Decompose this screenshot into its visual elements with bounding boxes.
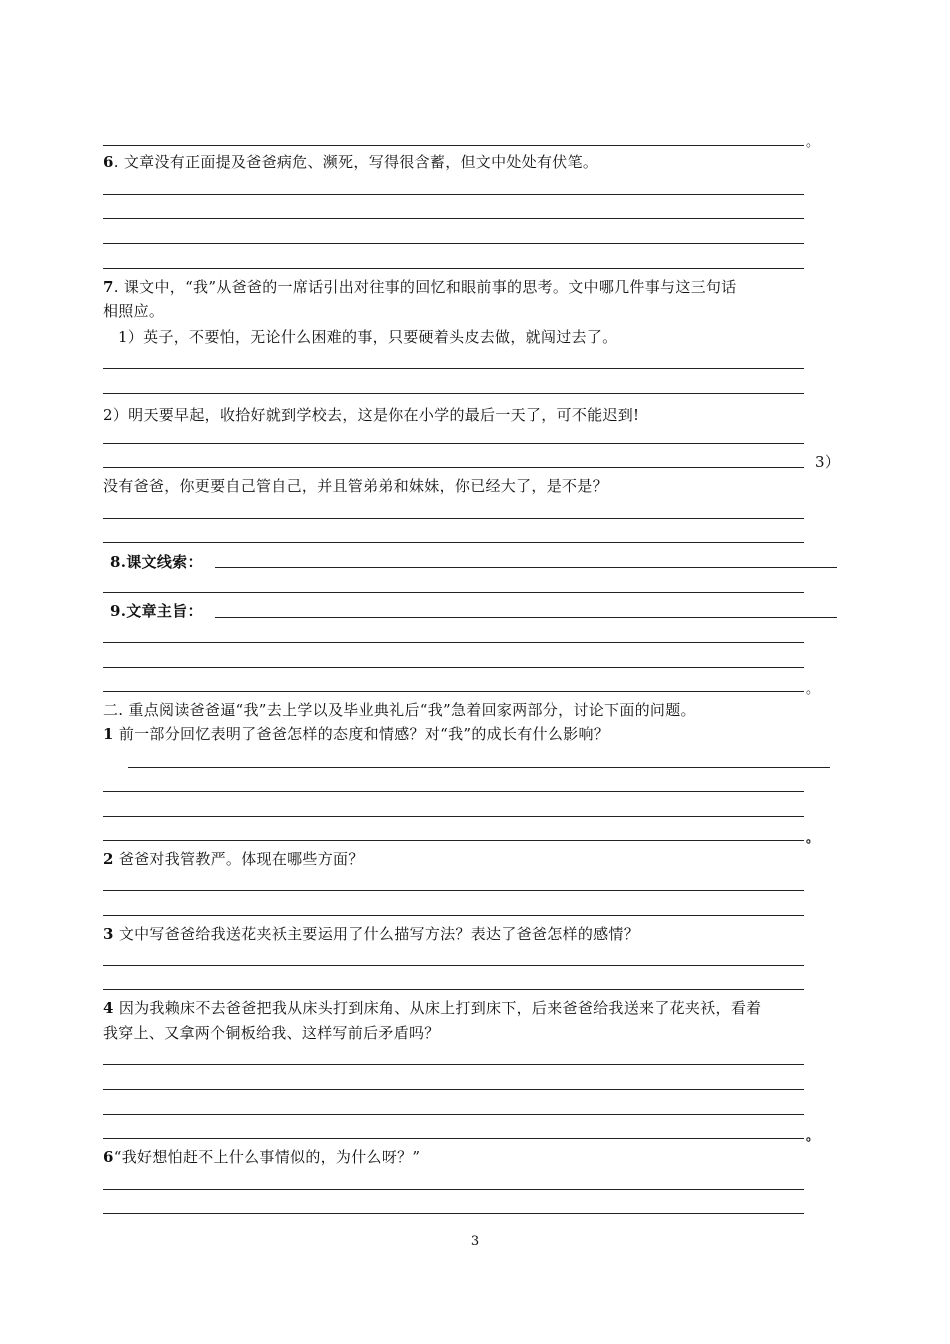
question-number: 6 — [103, 1148, 114, 1166]
question-9-label: 9.文章主旨： — [110, 602, 203, 620]
answer-line — [103, 518, 804, 519]
question-number: 4 — [103, 999, 114, 1017]
answer-line — [128, 767, 830, 768]
question-number: 3 — [103, 925, 114, 943]
part2-question-4 — [103, 999, 761, 1017]
sentence-3: 没有爸爸，你更要自己管自己，并且管弟弟和妹妹，你已经大了，是不是？ — [103, 477, 608, 495]
question-text: 文中写爸爸给我送花夹袄主要运用了什么描写方法？表达了爸爸怎样的感情？ — [113, 925, 640, 943]
question-number: 1 — [103, 725, 114, 743]
answer-line — [215, 617, 837, 618]
answer-line — [103, 592, 804, 593]
answer-line — [103, 443, 804, 444]
answer-line — [103, 1213, 804, 1214]
answer-line — [103, 667, 804, 668]
sentence-3-number: 3） — [815, 453, 841, 471]
question-6 — [103, 153, 598, 171]
answer-line — [103, 1138, 804, 1139]
answer-line — [103, 218, 804, 219]
answer-line — [103, 1189, 804, 1190]
answer-line — [103, 268, 804, 269]
part2-question-1 — [103, 725, 609, 743]
answer-line — [103, 890, 804, 891]
answer-line — [103, 393, 804, 394]
part2-intro: 二. 重点阅读爸爸逼“我”去上学以及毕业典礼后“我”急着回家两部分，讨论下面的问题。 — [103, 701, 696, 719]
question-text: . 文章没有正面提及爸爸病危、濒死，写得很含蓄，但文中处处有伏笔。 — [113, 153, 599, 171]
answer-line — [103, 791, 804, 792]
page-number: 3 — [470, 1234, 480, 1249]
answer-line — [103, 542, 804, 543]
answer-line — [103, 965, 804, 966]
answer-line — [103, 915, 804, 916]
question-text: “我好想怕赶不上什么事情似的，为什么呀？” — [113, 1148, 421, 1166]
part2-question-2 — [103, 850, 364, 868]
question-text: 因为我赖床不去爸爸把我从床头打到床角、从床上打到床下，后来爸爸给我送来了花夹袄，看着 — [113, 999, 762, 1017]
answer-line — [103, 642, 804, 643]
answer-line — [103, 691, 804, 692]
sentence-2: 2）明天要早起，收拾好就到学校去，这是你在小学的最后一天了，可不能迟到! — [103, 406, 640, 424]
question-number: 6 — [103, 153, 114, 171]
answer-line — [103, 1064, 804, 1065]
answer-line — [103, 467, 804, 468]
answer-line — [103, 816, 804, 817]
end-mark: 。 — [806, 135, 820, 150]
answer-line — [103, 243, 804, 244]
part2-question-4-line2: 我穿上、又拿两个铜板给我、这样写前后矛盾吗？ — [103, 1024, 440, 1042]
question-text: 爸爸对我管教严。体现在哪些方面？ — [113, 850, 364, 868]
question-number: 7 — [103, 278, 114, 296]
part2-question-3 — [103, 925, 639, 943]
answer-line — [103, 1114, 804, 1115]
end-mark: 。 — [806, 1129, 820, 1144]
answer-line — [103, 840, 804, 841]
answer-line — [103, 989, 804, 990]
answer-line — [215, 567, 837, 568]
end-mark: 。 — [806, 831, 820, 846]
question-7-line2: 相照应。 — [103, 302, 165, 320]
answer-line — [103, 194, 804, 195]
question-8-label: 8.课文线索： — [110, 553, 203, 571]
end-mark: 。 — [806, 682, 820, 697]
answer-line — [103, 368, 804, 369]
question-7 — [103, 278, 737, 296]
part2-question-6 — [103, 1148, 420, 1166]
sentence-1: 1）英子，不要怕，无论什么困难的事，只要硬着头皮去做，就闯过去了。 — [118, 328, 618, 346]
answer-line — [103, 145, 804, 146]
question-text: . 课文中，“我”从爸爸的一席话引出对往事的回忆和眼前事的思考。文中哪几件事与这三句话 — [113, 278, 737, 296]
question-text: 前一部分回忆表明了爸爸怎样的态度和情感？对“我”的成长有什么影响？ — [113, 725, 610, 743]
question-number: 2 — [103, 850, 114, 868]
answer-line — [103, 1089, 804, 1090]
